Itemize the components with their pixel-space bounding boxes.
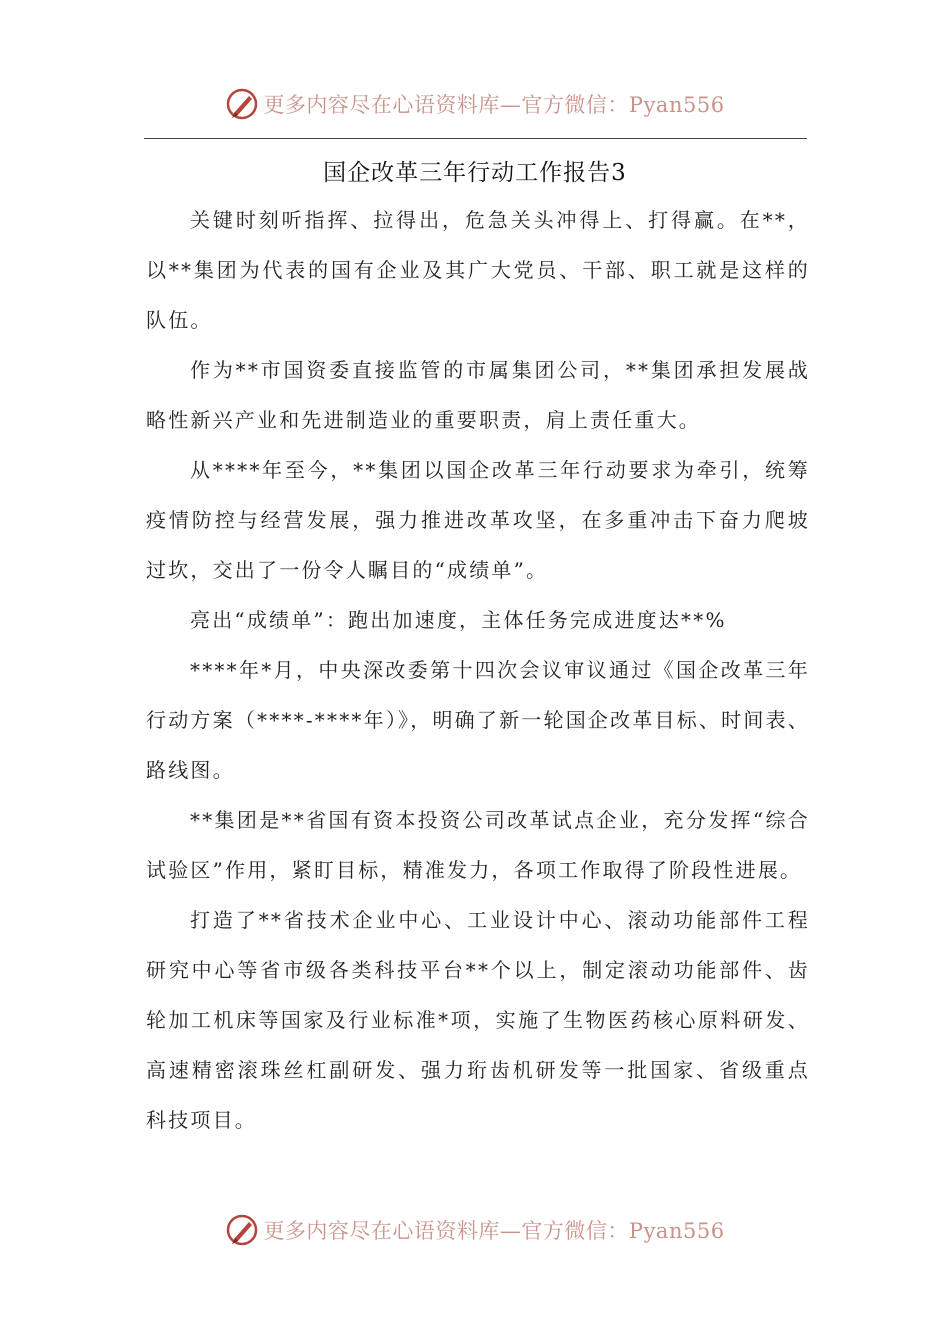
header-divider xyxy=(144,138,807,139)
paragraph: 从****年至今，**集团以国企改革三年行动要求为牵引，统筹疫情防控与经营发展，强力推进改革攻坚，在多重冲击下奋力爬坡过坎，交出了一份令人瞩目的“成绩单”。 xyxy=(146,458,810,582)
paragraph: **集团是**省国有资本投资公司改革试点企业，充分发挥“综合试验区”作用，紧盯目标，精准发力，各项工作取得了阶段性进展。 xyxy=(146,808,810,882)
document-title: 国企改革三年行动工作报告3 xyxy=(323,160,627,186)
section-heading: 亮出“成绩单”：跑出加速度，主体任务完成进度达**% xyxy=(190,608,727,632)
pen-logo-icon xyxy=(225,1213,259,1247)
header-watermark-banner xyxy=(0,84,950,124)
banner-text: 更多内容尽在心语资料库—官方微信：Pyan556 xyxy=(263,93,725,117)
paragraph: 作为**市国资委直接监管的市属集团公司，**集团承担发展战略性新兴产业和先进制造业的重要职责，肩上责任重大。 xyxy=(146,358,810,432)
document-body xyxy=(146,195,810,1145)
paragraph: ****年*月，中央深改委第十四次会议审议通过《国企改革三年行动方案（****-****年）》，明确了新一轮国企改革目标、时间表、路线图。 xyxy=(146,658,810,782)
footer-watermark-banner xyxy=(0,1210,950,1250)
pen-logo-icon xyxy=(225,87,259,121)
paragraph: 关键时刻听指挥、拉得出，危急关头冲得上、打得赢。在**，以**集团为代表的国有企业及其广大党员、干部、职工就是这样的队伍。 xyxy=(146,208,810,332)
paragraph: 打造了**省技术企业中心、工业设计中心、滚动功能部件工程研究中心等省市级各类科技平台**个以上，制定滚动功能部件、齿轮加工机床等国家及行业标准*项，实施了生物医药核心原料研发、高速精密滚珠丝杠副研发、强力珩齿机研发等一批国家、省级重点科技项目。 xyxy=(146,908,810,1132)
banner-text: 更多内容尽在心语资料库—官方微信：Pyan556 xyxy=(263,1219,725,1243)
